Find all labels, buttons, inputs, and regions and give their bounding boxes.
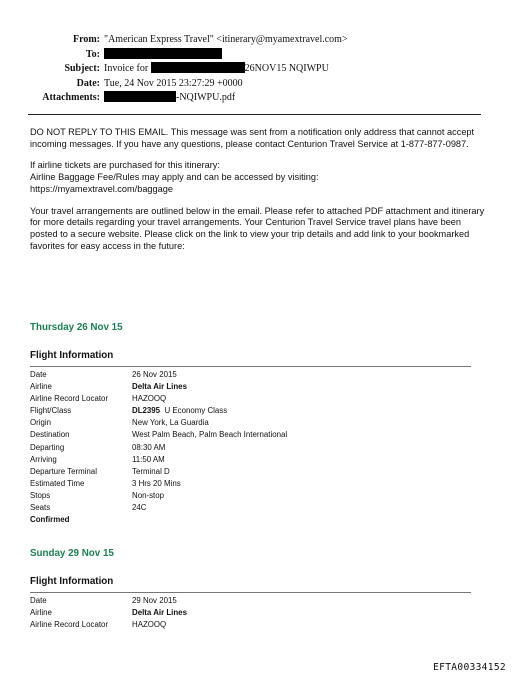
row-value: HAZOOQ [132, 620, 167, 630]
attachments-label: Attachments: [42, 92, 100, 104]
row-label: Airline Record Locator [30, 394, 109, 404]
row-label: Departing [30, 442, 65, 452]
attachments-value[interactable] [104, 91, 235, 106]
subject-value [104, 62, 329, 77]
row-value: 3 Hrs 20 Mins [132, 478, 181, 488]
row-value [132, 405, 227, 417]
flight-info-title: Flight Information [30, 350, 114, 361]
row-label: Airline [30, 382, 52, 392]
header-date-row [0, 77, 512, 92]
row-label: Origin [30, 418, 52, 428]
row-label: Date [30, 596, 47, 605]
date-label: Date: [76, 77, 100, 89]
subject-label: Subject: [64, 63, 100, 75]
row-label: Seats [30, 503, 51, 513]
redaction-bar [151, 62, 245, 73]
notice-paragraph: DO NOT REPLY TO THIS EMAIL. This message was sent from a notification only address that cannot accept incoming messages. If you have any questions, please contact Centurion Travel Service at 1-877-877-0987. [30, 127, 475, 149]
from-value: "American Express Travel" <itinerary@myamextravel.com> [104, 34, 348, 45]
flight-class: U Economy Class [164, 406, 228, 416]
redaction-bar [104, 91, 176, 102]
subject-suffix: 26NOV15 NQIWPU [244, 63, 329, 75]
row-value: 08:30 AM [132, 442, 166, 452]
baggage-paragraph [30, 160, 490, 195]
row-value: Non-stop [132, 490, 165, 500]
row-label: Airline Record Locator [30, 620, 109, 630]
status-label: Confirmed [30, 515, 70, 525]
row-value: 29 Nov 2015 [132, 596, 177, 605]
flight-info-divider [30, 366, 471, 367]
redaction-bar [104, 48, 222, 59]
row-label: Flight/Class [30, 406, 72, 416]
baggage-line-1: If airline tickets are purchased for this itinerary: [30, 160, 220, 171]
date-value: Tue, 24 Nov 2015 23:27:29 +0000 [104, 77, 243, 89]
flight-number: DL2395 [132, 406, 161, 416]
flight-info-title: Flight Information [30, 576, 114, 587]
row-label: Stops [30, 490, 51, 500]
baggage-link[interactable]: https://myamextravel.com/baggage [30, 183, 173, 194]
document-id: EFTA00334152 [433, 662, 506, 673]
arrangements-paragraph: Your travel arrangements are outlined below in the email. Please refer to attached PDF attachment and itinerary for more details regarding your travel arrangements. Your Centurion Travel Service travel plans have been posted to a secure website. Please click on the link to view your trip details and add link to your bookmarked favorites for easy access in the future: [30, 205, 485, 251]
flight-info-divider [30, 592, 471, 593]
row-value: New York, La Guardia [132, 418, 209, 428]
email-body [30, 127, 490, 262]
subject-prefix: Invoice for [104, 63, 149, 75]
row-value: 26 Nov 2015 [132, 370, 177, 379]
row-value: HAZOOQ [132, 394, 167, 404]
row-label: Airline [30, 608, 52, 618]
header-to-row [0, 48, 512, 63]
row-label: Departure Terminal [30, 466, 97, 476]
baggage-line-2: Airline Baggage Fee/Rules may apply and can be accessed by visiting: [30, 172, 319, 183]
row-label: Arriving [30, 454, 57, 464]
from-label: From: [72, 34, 100, 45]
header-from-row [0, 33, 512, 48]
to-value [104, 48, 222, 63]
row-value: 11:50 AM [132, 454, 165, 464]
row-value: West Palm Beach, Palm Beach International [132, 430, 288, 440]
header-attachments-row [0, 91, 512, 106]
attachment-filename[interactable]: -NQIWPU.pdf [176, 92, 236, 104]
header-divider [28, 114, 481, 115]
row-value: Delta Air Lines [132, 608, 187, 618]
row-label: Destination [30, 430, 70, 440]
row-value: Terminal D [132, 466, 170, 476]
row-value: 24C [132, 503, 147, 513]
row-value: Delta Air Lines [132, 382, 187, 392]
header-subject-row [0, 62, 512, 77]
to-label: To: [85, 48, 100, 60]
email-header [0, 33, 512, 106]
segment-day-heading: Thursday 26 Nov 15 [30, 322, 123, 333]
row-label: Estimated Time [30, 478, 85, 488]
segment-day-heading: Sunday 29 Nov 15 [30, 548, 114, 559]
row-label: Date [30, 370, 47, 379]
